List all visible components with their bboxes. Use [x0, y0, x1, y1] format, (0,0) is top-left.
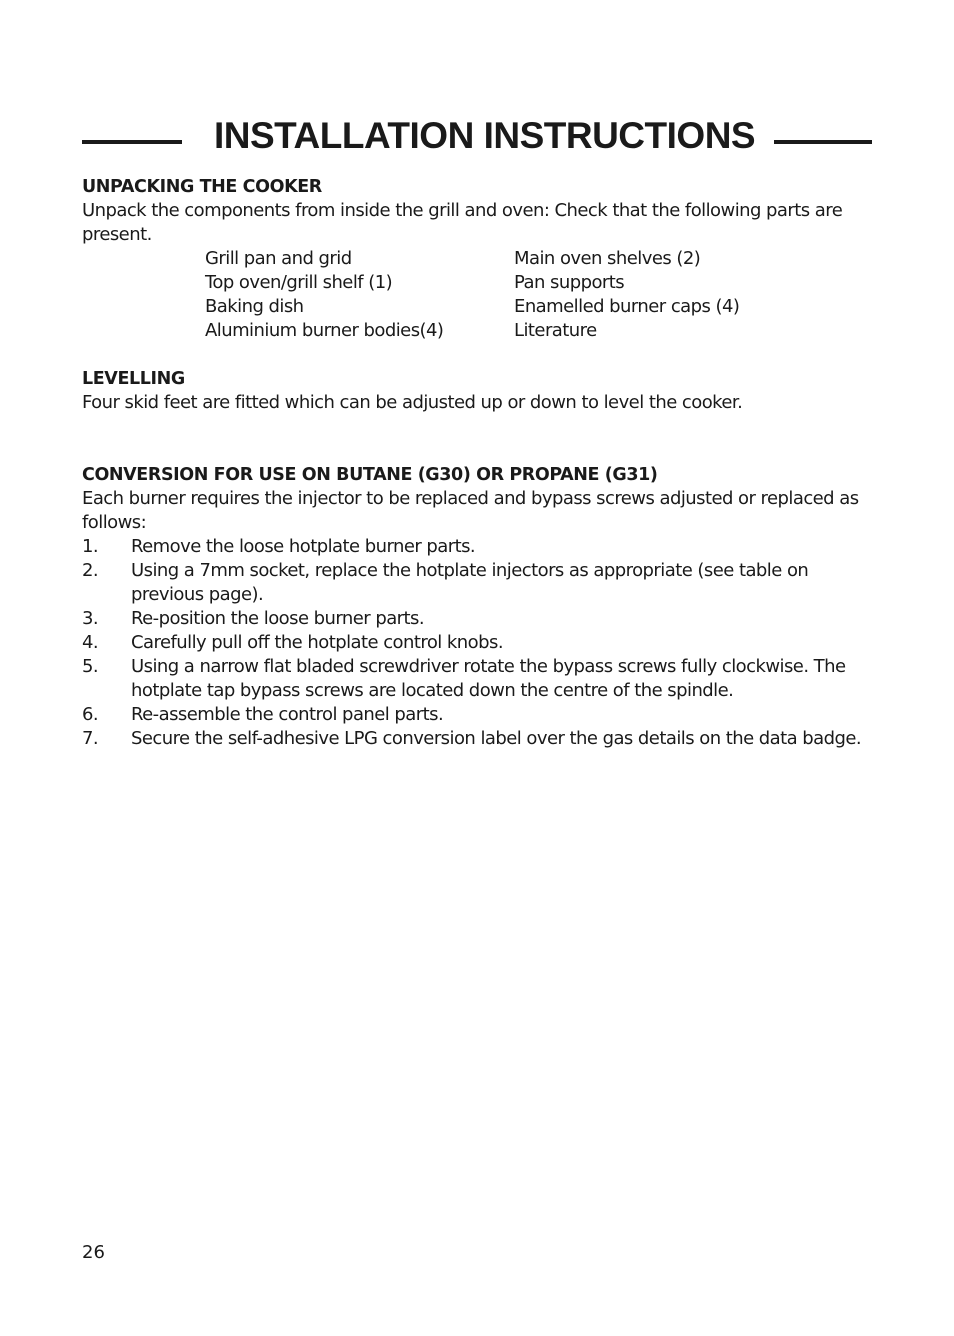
list-item — [82, 535, 874, 559]
section-levelling — [82, 367, 874, 415]
list-item — [82, 703, 874, 727]
step-text: Using a 7mm socket, replace the hotplate injectors as appropriate (see table on previous page). — [131, 560, 809, 605]
list-item — [82, 607, 874, 631]
step-text: Remove the loose hotplate burner parts. — [131, 536, 476, 557]
step-number: 1. — [82, 536, 99, 557]
part-item: Grill pan and grid — [205, 248, 352, 269]
step-number: 6. — [82, 704, 99, 725]
heading-levelling: LEVELLING — [82, 369, 185, 389]
title-rule-left — [82, 140, 182, 144]
title-rule-right — [774, 140, 872, 144]
step-number: 4. — [82, 632, 99, 653]
conversion-intro: Each burner requires the injector to be replaced and bypass screws adjusted or replaced as follows: — [82, 488, 859, 533]
part-item: Enamelled burner caps (4) — [514, 296, 740, 317]
step-text: Using a narrow flat bladed screwdriver rotate the bypass screws fully clockwise. The hotplate tap bypass screws are located down the centre of the spindle. — [131, 656, 846, 701]
step-number: 2. — [82, 560, 99, 581]
part-item: Literature — [514, 320, 597, 341]
list-item — [82, 631, 874, 655]
page-number: 26 — [82, 1242, 105, 1263]
list-item — [82, 655, 874, 703]
step-number: 3. — [82, 608, 99, 629]
section-unpacking — [82, 175, 874, 343]
step-number: 7. — [82, 728, 99, 749]
parts-list — [205, 247, 874, 343]
unpacking-intro: Unpack the components from inside the grill and oven: Check that the following parts are present. — [82, 200, 843, 245]
heading-conversion: CONVERSION FOR USE ON BUTANE (G30) OR PROPANE (G31) — [82, 465, 658, 485]
step-text: Re-assemble the control panel parts. — [131, 704, 444, 725]
heading-unpacking: UNPACKING THE COOKER — [82, 177, 322, 197]
part-item: Main oven shelves (2) — [514, 248, 701, 269]
levelling-text: Four skid feet are fitted which can be adjusted up or down to level the cooker. — [82, 392, 743, 413]
step-text: Re-position the loose burner parts. — [131, 608, 425, 629]
part-item: Baking dish — [205, 296, 304, 317]
conversion-steps — [82, 535, 874, 751]
part-item: Aluminium burner bodies(4) — [205, 320, 444, 341]
title-row — [82, 112, 872, 160]
part-item: Top oven/grill shelf (1) — [205, 272, 393, 293]
step-text: Carefully pull off the hotplate control knobs. — [131, 632, 504, 653]
step-text: Secure the self-adhesive LPG conversion label over the gas details on the data badge. — [131, 728, 862, 749]
list-item — [82, 727, 874, 751]
section-conversion — [82, 463, 874, 751]
part-item: Pan supports — [514, 272, 625, 293]
list-item — [82, 559, 874, 607]
page-title: INSTALLATION INSTRUCTIONS — [214, 115, 756, 156]
document-body — [82, 175, 874, 751]
step-number: 5. — [82, 656, 99, 677]
